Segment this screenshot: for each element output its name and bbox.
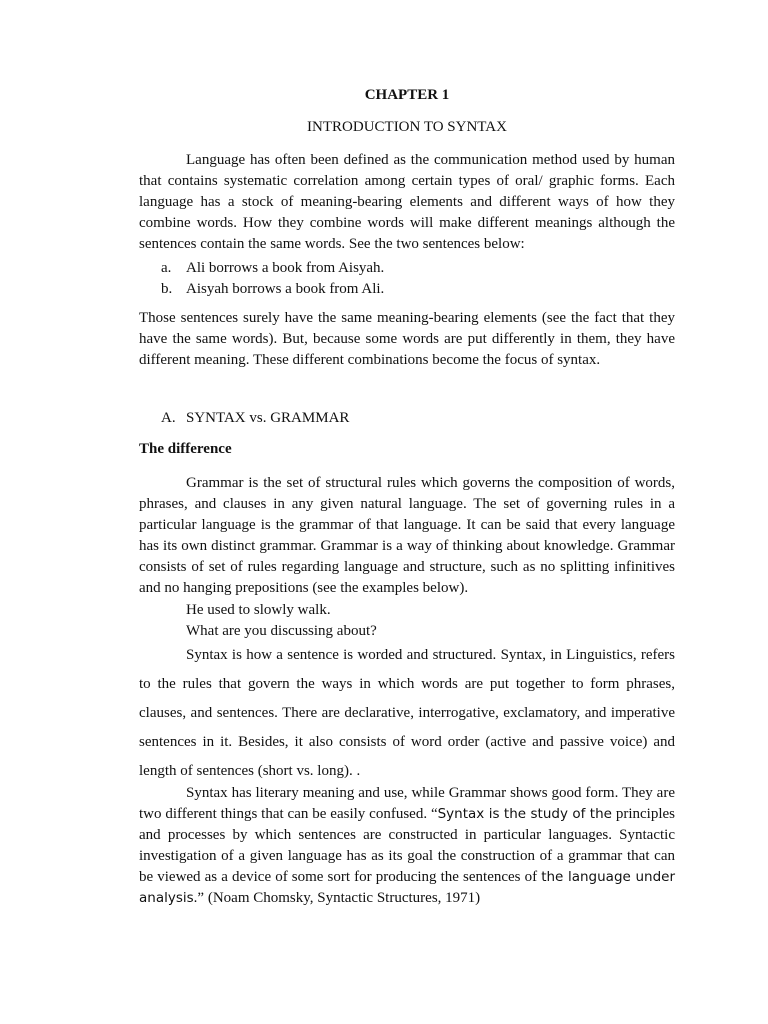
grammar-example-1: He used to slowly walk. [186,602,331,618]
list-marker: b. [161,281,173,297]
list-marker: a. [161,260,172,276]
after-list-paragraph: Those sentences surely have the same meaning-bearing elements (see the fact that they have the same words). But, because some words are put differently in them, they have different meaning. These different combinations become the focus of syntax. [139,310,675,368]
syntax-paragraph: Syntax is how a sentence is worded and structured. Syntax, in Linguistics, refers to the rules that govern the ways in which words are put together to form phrases, clauses, and sentences. There are declarative, interrogative, exclamatory, and imperative sentences in it. Besides, it also consists of word order (active and passive voice) and length of sentences (short vs. long). . [139,647,675,779]
chapter-title: INTRODUCTION TO SYNTAX [307,119,507,135]
closing-tail: .” (Noam Chomsky, Syntactic Structures, 1971) [193,890,481,906]
section-heading [161,410,349,427]
section-title: SYNTAX vs. GRAMMAR [186,410,350,426]
quote-part-3: the language under analysis [139,869,675,906]
quote-part-1: Syntax is the study of the [437,806,612,822]
intro-paragraph: Language has often been defined as the communication method used by human that contains systematic correlation among certain types of oral/ graphic forms. Each language has a stock of meaning-bearing elements and different ways of how they combine words. How they combine words will make different meanings although the sentences contain the same words. See the two sentences below: [139,152,675,252]
grammar-paragraph: Grammar is the set of structural rules which governs the composition of words, phrases, and clauses in any given natural language. The set of governing rules in a particular language is the grammar of that language. It can be said that every language has its own distinct grammar. Grammar is a way of thinking about knowledge. Grammar consists of set of rules regarding language and structure, such as no splitting infinitives and no hanging prepositions (see the examples below). [139,475,675,596]
chapter-heading: CHAPTER 1 [364,87,450,103]
subheading: The difference [139,441,232,457]
example-sentences-list [161,258,384,300]
list-item [161,279,384,300]
quote-part-2: principles and processes by which sentences are constructed in particular languages. Syntactic investigation of a given language has as its goal the construction of a grammar that can be viewed as a device of some sort for producing the sentences of [139,806,675,885]
list-item-text: Aisyah borrows a book from Ali. [186,281,385,297]
grammar-example-2: What are you discussing about? [186,623,377,639]
list-item-text: Ali borrows a book from Aisyah. [186,260,385,276]
closing-paragraph [139,783,675,909]
list-item [161,258,384,279]
section-marker: A. [161,410,176,426]
closing-lead: Syntax has literary meaning and use, while Grammar shows good form. They are two different things that can be easily confused. “ [139,785,675,822]
